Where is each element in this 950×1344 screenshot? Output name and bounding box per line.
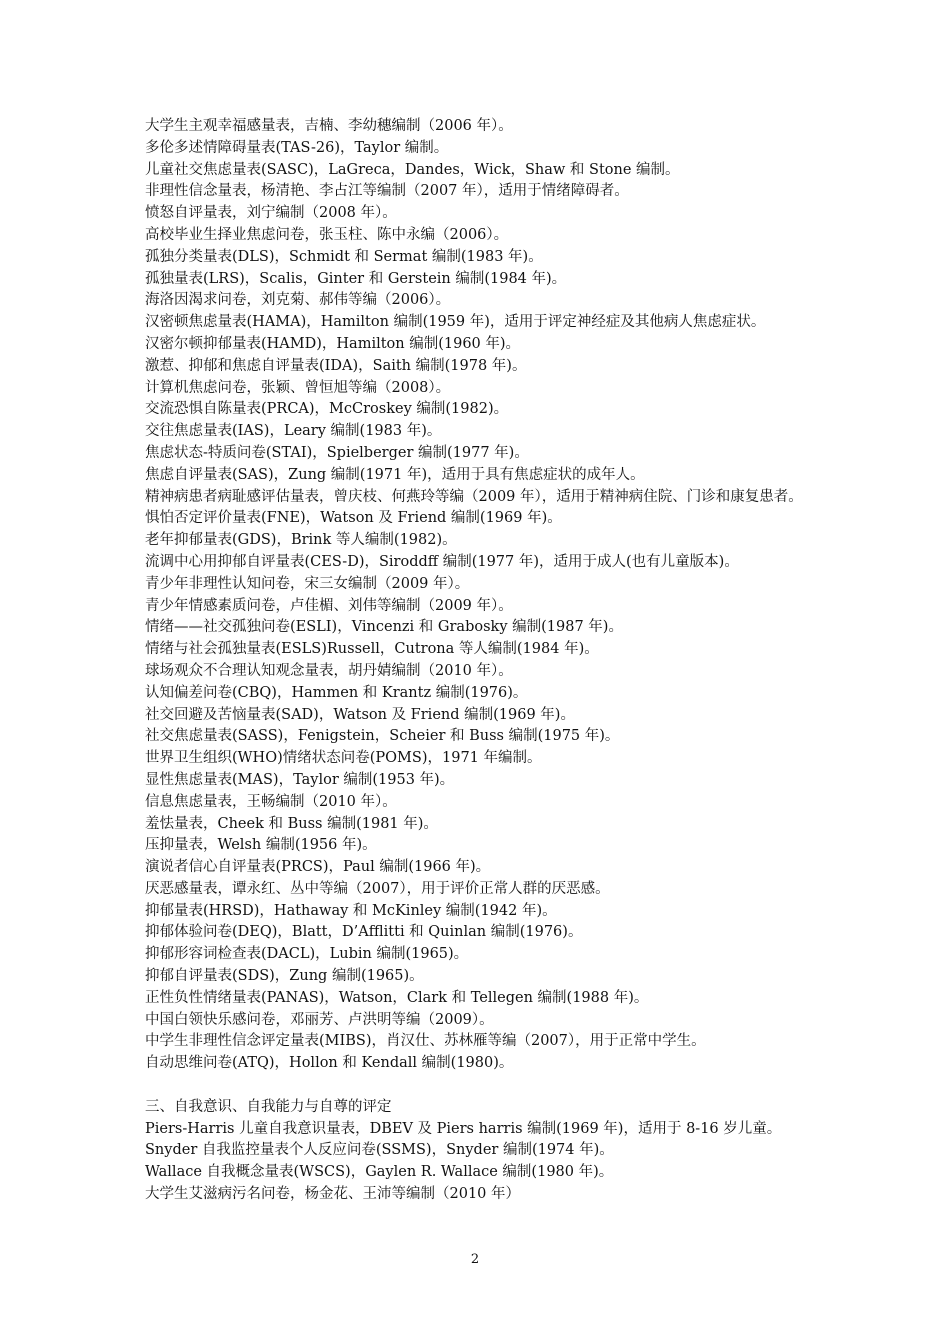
page-content <box>145 116 815 1206</box>
list-item: 社交回避及苦恼量表(SAD)，Watson 及 Friend 编制(1969 年)。 <box>145 706 575 723</box>
list-item: 多伦多述情障碍量表(TAS-26)，Taylor 编制。 <box>145 139 449 156</box>
list-item: Piers-Harris 儿童自我意识量表，DBEV 及 Piers harris 编制(1969 年)，适用于 8-16 岁儿童。 <box>145 1120 782 1137</box>
self-concept-scale-list <box>145 1119 815 1206</box>
list-item: 非理性信念量表，杨清艳、李占江等编制（2007 年），适用于情绪障碍者。 <box>145 183 629 200</box>
list-item: 压抑量表，Welsh 编制(1956 年)。 <box>145 837 377 854</box>
list-item: 激惹、抑郁和焦虑自评量表(IDA)，Saith 编制(1978 年)。 <box>145 357 527 374</box>
section-heading: 三、自我意识、自我能力与自尊的评定 <box>145 1098 392 1115</box>
list-item: 焦虑状态-特质问卷(STAI)，Spielberger 编制(1977 年)。 <box>145 444 529 461</box>
list-item: 显性焦虑量表(MAS)，Taylor 编制(1953 年)。 <box>145 771 455 788</box>
list-item: 信息焦虑量表，王畅编制（2010 年）。 <box>145 793 397 810</box>
list-item: 世界卫生组织(WHO)情绪状态问卷(POMS)，1971 年编制。 <box>145 750 542 767</box>
list-item: 正性负性情绪量表(PANAS)，Watson，Clark 和 Tellegen 编制(1988 年)。 <box>145 989 649 1006</box>
list-item: 青少年情感素质问卷，卢佳楣、刘伟等编制（2009 年）。 <box>145 597 513 614</box>
list-item: 情绪与社会孤独量表(ESLS)Russell，Cutrona 等人编制(1984 年)。 <box>145 641 599 658</box>
list-item: 情绪——社交孤独问卷(ESLI)，Vincenzi 和 Grabosky 编制(1987 年)。 <box>145 619 623 636</box>
list-item: 认知偏差问卷(CBQ)，Hammen 和 Krantz 编制(1976)。 <box>145 684 528 701</box>
list-item: 汉密尔顿抑郁量表(HAMD)，Hamilton 编制(1960 年)。 <box>145 335 521 352</box>
list-item: 厌恶感量表，谭永红、丛中等编（2007），用于评价正常人群的厌恶感。 <box>145 880 610 897</box>
list-item: 抑郁自评量表(SDS)，Zung 编制(1965)。 <box>145 968 424 985</box>
section-spacer <box>145 1075 815 1097</box>
list-item: 孤独量表(LRS)，Scalis，Ginter 和 Gerstein 编制(1984 年)。 <box>145 270 567 287</box>
list-item: 儿童社交焦虑量表(SASC)，LaGreca，Dandes，Wick，Shaw 和 Stone 编制。 <box>145 161 680 178</box>
list-item: 愤怒自评量表，刘宁编制（2008 年）。 <box>145 205 397 222</box>
list-item: 计算机焦虑问卷，张颖、曾恒旭等编（2008）。 <box>145 379 451 396</box>
list-item: 自动思维问卷(ATQ)，Hollon 和 Kendall 编制(1980)。 <box>145 1055 514 1072</box>
list-item: 老年抑郁量表(GDS)，Brink 等人编制(1982)。 <box>145 532 457 549</box>
list-item: 抑郁体验问卷(DEQ)，Blatt，D’Afflitti 和 Quinlan 编制(1976)。 <box>145 924 583 941</box>
list-item: 焦虑自评量表(SAS)，Zung 编制(1971 年)，适用于具有焦虑症状的成年人。 <box>145 466 645 483</box>
list-item: 羞怯量表，Cheek 和 Buss 编制(1981 年)。 <box>145 815 438 832</box>
list-item: 大学生主观幸福感量表，吉楠、李幼穗编制（2006 年）。 <box>145 118 513 134</box>
list-item: 汉密顿焦虑量表(HAMA)，Hamilton 编制(1959 年)，适用于评定神经症及其他病人焦虑症状。 <box>145 314 766 331</box>
scale-list <box>145 116 815 1075</box>
list-item: 演说者信心自评量表(PRCS)，Paul 编制(1966 年)。 <box>145 859 491 876</box>
list-item: 社交焦虑量表(SASS)，Fenigstein，Scheier 和 Buss 编制(1975 年)。 <box>145 728 620 745</box>
list-item: Snyder 自我监控量表个人反应问卷(SSMS)，Snyder 编制(1974 年)。 <box>145 1142 614 1159</box>
list-item: 海洛因渴求问卷，刘克菊、郝伟等编（2006）。 <box>145 292 451 309</box>
list-item: 精神病患者病耻感评估量表，曾庆枝、何燕玲等编（2009 年），适用于精神病住院、门诊和康复患者。 <box>145 488 803 505</box>
list-item: 高校毕业生择业焦虑问卷，张玉柱、陈中永编（2006）。 <box>145 226 509 243</box>
list-item: 中国白领快乐感问卷，邓丽芳、卢洪明等编（2009）。 <box>145 1011 494 1028</box>
list-item: Wallace 自我概念量表(WSCS)，Gaylen R. Wallace 编制(1980 年)。 <box>145 1164 614 1181</box>
list-item: 大学生艾滋病污名问卷，杨金花、王沛等编制（2010 年） <box>145 1186 521 1203</box>
list-item: 抑郁量表(HRSD)，Hathaway 和 McKinley 编制(1942 年)。 <box>145 902 557 919</box>
list-item: 球场观众不合理认知观念量表，胡丹婧编制（2010 年）。 <box>145 662 513 679</box>
list-item: 抑郁形容词检查表(DACL)，Lubin 编制(1965)。 <box>145 946 469 963</box>
list-item: 流调中心用抑郁自评量表(CES-D)，Siroddff 编制(1977 年)，适用于成人(也有儿童版本)。 <box>145 553 739 570</box>
list-item: 中学生非理性信念评定量表(MIBS)，肖汉仕、苏林雁等编（2007），用于正常中学生。 <box>145 1033 706 1050</box>
list-item: 孤独分类量表(DLS)，Schmidt 和 Sermat 编制(1983 年)。 <box>145 248 543 265</box>
list-item: 交流恐惧自陈量表(PRCA)，McCroskey 编制(1982)。 <box>145 401 509 418</box>
list-item: 惧怕否定评价量表(FNE)，Watson 及 Friend 编制(1969 年)。 <box>145 510 562 527</box>
list-item: 交往焦虑量表(IAS)，Leary 编制(1983 年)。 <box>145 423 442 440</box>
page-number: 2 <box>470 1252 480 1267</box>
list-item: 青少年非理性认知问卷，宋三女编制（2009 年）。 <box>145 575 470 592</box>
